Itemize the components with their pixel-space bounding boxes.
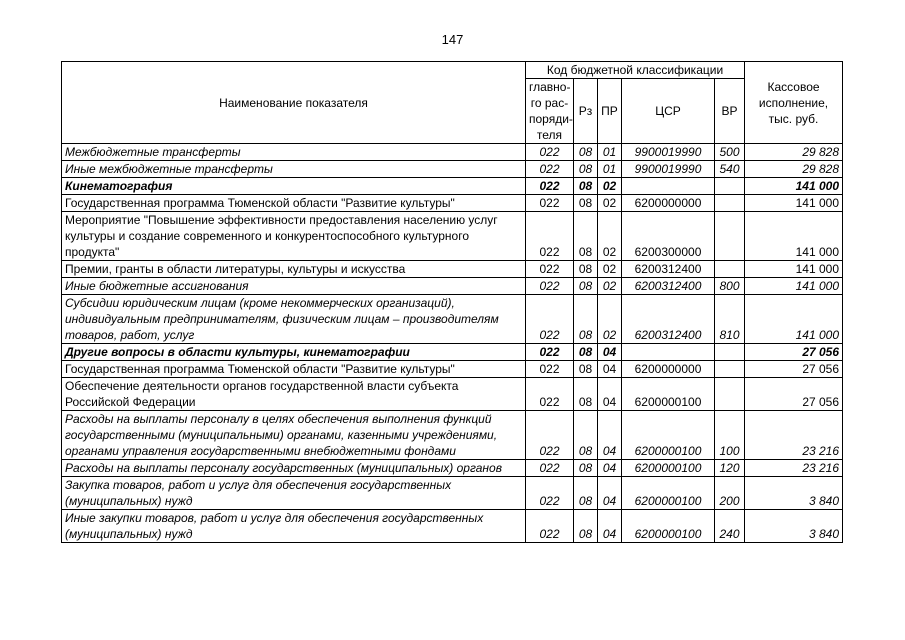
row-glavno: 022 [526, 195, 574, 212]
row-glavno: 022 [526, 161, 574, 178]
row-glavno: 022 [526, 278, 574, 295]
header-code-group: Код бюджетной классификации [526, 62, 745, 79]
row-csr: 6200300000 [622, 212, 715, 261]
row-vr [715, 212, 745, 261]
row-pr: 04 [598, 510, 622, 543]
row-amount: 23 216 [745, 411, 843, 460]
row-amount: 23 216 [745, 460, 843, 477]
row-amount: 3 840 [745, 477, 843, 510]
table-row [62, 344, 843, 361]
table-row [62, 261, 843, 278]
row-glavno: 022 [526, 344, 574, 361]
row-vr [715, 195, 745, 212]
table-row [62, 477, 843, 510]
row-csr: 9900019990 [622, 144, 715, 161]
table-row [62, 195, 843, 212]
row-vr: 540 [715, 161, 745, 178]
row-amount: 29 828 [745, 161, 843, 178]
row-csr: 6200000100 [622, 411, 715, 460]
row-amount: 141 000 [745, 261, 843, 278]
row-glavno: 022 [526, 378, 574, 411]
table-row [62, 411, 843, 460]
table-row [62, 361, 843, 378]
row-name: Кинематография [62, 178, 526, 195]
row-vr: 810 [715, 295, 745, 344]
row-name: Премии, гранты в области литературы, культуры и искусства [62, 261, 526, 278]
row-vr [715, 378, 745, 411]
row-name: Государственная программа Тюменской области "Развитие культуры" [62, 195, 526, 212]
row-rz: 08 [574, 477, 598, 510]
row-rz: 08 [574, 144, 598, 161]
header-pr: ПР [598, 79, 622, 144]
row-csr: 6200000100 [622, 378, 715, 411]
row-csr: 6200000000 [622, 361, 715, 378]
row-csr: 6200000000 [622, 195, 715, 212]
row-pr: 02 [598, 195, 622, 212]
header-rz: Рз [574, 79, 598, 144]
row-glavno: 022 [526, 261, 574, 278]
table-row [62, 378, 843, 411]
row-amount: 141 000 [745, 278, 843, 295]
row-csr: 6200312400 [622, 295, 715, 344]
row-glavno: 022 [526, 510, 574, 543]
row-name: Субсидии юридическим лицам (кроме некоммерческих организаций), индивидуальным предпринимателям, физическим лицам – производителям товаров, работ, услуг [62, 295, 526, 344]
row-vr [715, 344, 745, 361]
header-csr: ЦСР [622, 79, 715, 144]
page-number: 147 [441, 32, 464, 47]
row-pr: 04 [598, 477, 622, 510]
table-row [62, 278, 843, 295]
row-glavno: 022 [526, 295, 574, 344]
budget-table [61, 61, 843, 543]
row-csr: 6200000100 [622, 477, 715, 510]
table-row [62, 144, 843, 161]
row-amount: 141 000 [745, 295, 843, 344]
row-csr: 6200000100 [622, 510, 715, 543]
row-vr: 100 [715, 411, 745, 460]
row-pr: 02 [598, 261, 622, 278]
row-name: Расходы на выплаты персоналу в целях обеспечения выполнения функций государственными (муниципальными) органами, казенными учреждениями, органами управления государственными внебюджетными фондами [62, 411, 526, 460]
row-amount: 141 000 [745, 195, 843, 212]
row-rz: 08 [574, 195, 598, 212]
row-csr: 6200000100 [622, 460, 715, 477]
row-amount: 3 840 [745, 510, 843, 543]
row-pr: 04 [598, 361, 622, 378]
row-name: Иные бюджетные ассигнования [62, 278, 526, 295]
row-pr: 04 [598, 411, 622, 460]
row-rz: 08 [574, 161, 598, 178]
row-glavno: 022 [526, 361, 574, 378]
row-rz: 08 [574, 261, 598, 278]
row-rz: 08 [574, 460, 598, 477]
row-amount: 27 056 [745, 378, 843, 411]
table-row [62, 178, 843, 195]
table-row [62, 161, 843, 178]
row-amount: 141 000 [745, 212, 843, 261]
header-glavno: главно-го рас-поряди-теля [526, 79, 574, 144]
row-amount: 29 828 [745, 144, 843, 161]
row-csr: 9900019990 [622, 161, 715, 178]
row-vr: 500 [715, 144, 745, 161]
row-rz: 08 [574, 378, 598, 411]
table-row [62, 212, 843, 261]
row-name: Расходы на выплаты персоналу государственных (муниципальных) органов [62, 460, 526, 477]
row-csr [622, 178, 715, 195]
row-rz: 08 [574, 510, 598, 543]
row-glavno: 022 [526, 178, 574, 195]
table-row [62, 510, 843, 543]
row-rz: 08 [574, 212, 598, 261]
row-csr [622, 344, 715, 361]
row-glavno: 022 [526, 460, 574, 477]
row-vr [715, 261, 745, 278]
row-pr: 01 [598, 144, 622, 161]
row-pr: 02 [598, 278, 622, 295]
row-csr: 6200312400 [622, 261, 715, 278]
row-glavno: 022 [526, 411, 574, 460]
row-name: Мероприятие "Повышение эффективности предоставления населению услуг культуры и создание современного и конкурентоспособного культурного продукта" [62, 212, 526, 261]
row-pr: 02 [598, 212, 622, 261]
row-pr: 04 [598, 378, 622, 411]
row-vr: 240 [715, 510, 745, 543]
header-amount: Кассовое исполнение, тыс. руб. [745, 62, 843, 144]
row-pr: 01 [598, 161, 622, 178]
row-name: Государственная программа Тюменской области "Развитие культуры" [62, 361, 526, 378]
row-rz: 08 [574, 295, 598, 344]
row-csr: 6200312400 [622, 278, 715, 295]
row-vr [715, 178, 745, 195]
header-name: Наименование показателя [62, 62, 526, 144]
row-name: Иные межбюджетные трансферты [62, 161, 526, 178]
row-pr: 02 [598, 295, 622, 344]
row-glavno: 022 [526, 212, 574, 261]
table-body [62, 144, 843, 543]
row-vr: 200 [715, 477, 745, 510]
table-row [62, 460, 843, 477]
row-amount: 141 000 [745, 178, 843, 195]
row-pr: 04 [598, 460, 622, 477]
row-rz: 08 [574, 178, 598, 195]
row-name: Межбюджетные трансферты [62, 144, 526, 161]
row-name: Закупка товаров, работ и услуг для обеспечения государственных (муниципальных) нужд [62, 477, 526, 510]
row-amount: 27 056 [745, 361, 843, 378]
row-name: Иные закупки товаров, работ и услуг для обеспечения государственных (муниципальных) нужд [62, 510, 526, 543]
table-row [62, 295, 843, 344]
row-vr: 800 [715, 278, 745, 295]
row-vr [715, 361, 745, 378]
row-rz: 08 [574, 344, 598, 361]
row-amount: 27 056 [745, 344, 843, 361]
row-rz: 08 [574, 411, 598, 460]
row-rz: 08 [574, 361, 598, 378]
row-vr: 120 [715, 460, 745, 477]
row-glavno: 022 [526, 144, 574, 161]
header-vr: ВР [715, 79, 745, 144]
row-pr: 04 [598, 344, 622, 361]
row-name: Другие вопросы в области культуры, кинематографии [62, 344, 526, 361]
row-rz: 08 [574, 278, 598, 295]
row-pr: 02 [598, 178, 622, 195]
row-glavno: 022 [526, 477, 574, 510]
row-name: Обеспечение деятельности органов государственной власти субъекта Российской Федерации [62, 378, 526, 411]
